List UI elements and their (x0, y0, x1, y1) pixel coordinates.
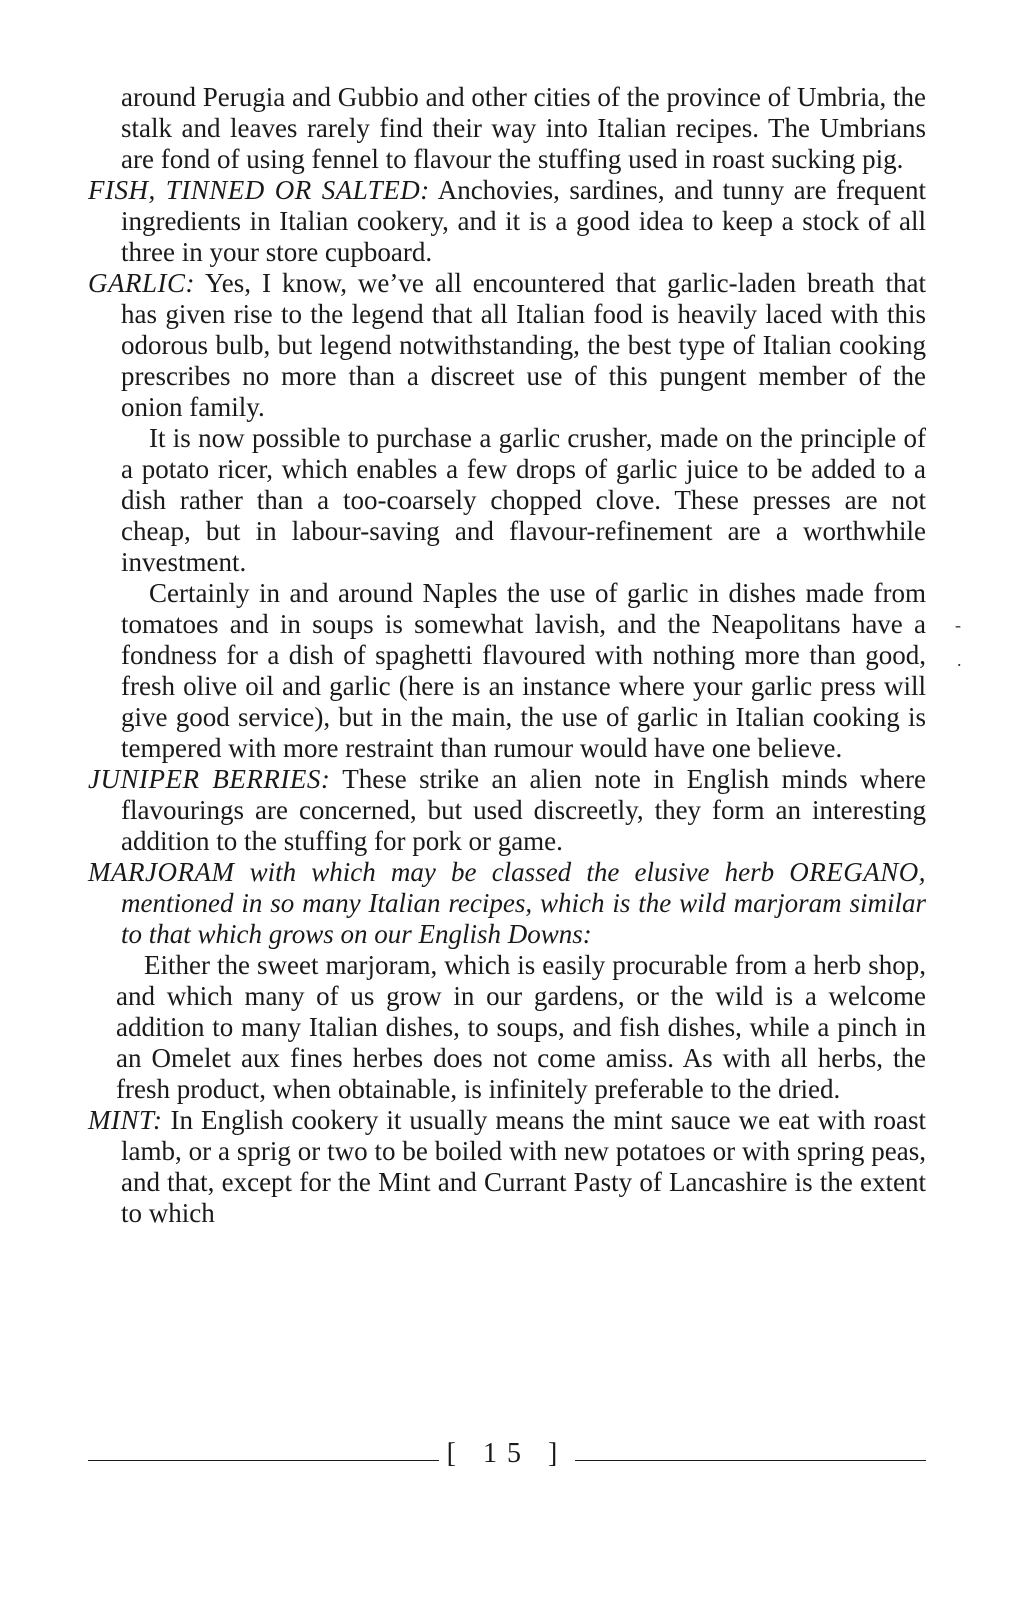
entry-term: MINT: (88, 1105, 163, 1135)
entry-juniper (88, 764, 926, 857)
heading-text-rest: mentioned in so many Italian recipes, which is the wild marjoram similar to that which grows on our English Downs: (121, 888, 926, 949)
heading-text: with which may be classed the elusive herb (234, 857, 790, 887)
margin-mark: . (957, 650, 962, 670)
entry-garlic (88, 268, 926, 423)
page-number: [ 15 ] (446, 1438, 568, 1469)
garlic-paragraph-3: Certainly in and around Naples the use of garlic in dishes made from tomatoes and in soups is somewhat lavish, and the Neapolitans have a fondness for a dish of spaghetti flavoured with nothing more than good, fresh olive oil and garlic (here is an instance where your garlic press will give good service), but in the main, the use of garlic in Italian cooking is tempered with more restraint than rumour would have one believe. (121, 578, 926, 763)
garlic-paragraph-2: It is now possible to purchase a garlic crusher, made on the principle of a potato ricer, which enables a few drops of garlic juice to be added to a dish rather than a too-coarsely chopped clove. These presses are not cheap, but in labour-saving and flavour-refinement are a worthwhile investment. (121, 423, 926, 577)
entry-text: In English cookery it usually means the mint sauce we eat with roast lamb, or a sprig or two to be boiled with new potatoes or with spring peas, and that, except for the Mint and Currant Pasty of Lancashire is the extent to which (121, 1105, 926, 1228)
entry-mint (88, 1105, 926, 1229)
entry-term: MARJORAM (88, 857, 235, 887)
marjoram-paragraph: Either the sweet marjoram, which is easily procurable from a herb shop, and which many of us grow in our gardens, or the wild is a welcome addition to many Italian dishes, to soups, and fish dishes, while a pinch in an Omelet aux fines herbes does not come amiss. As with all herbs, the fresh product, when obtainable, is infinitely preferable to the dried. (116, 950, 926, 1104)
entry-term: FISH, TINNED OR SALTED: (88, 175, 430, 205)
page-body (88, 82, 926, 1229)
page-footer (88, 1434, 926, 1474)
footer-rule-left (88, 1460, 439, 1461)
entry-text: These strike an alien note in English minds where flavourings are concerned, but used discreetly, they form an interesting addition to the stuffing for pork or game. (121, 764, 926, 856)
entry-text: Anchovies, sardines, and tunny are frequent ingredients in Italian cookery, and it is a good idea to keep a stock of all three in your store cupboard. (121, 175, 926, 267)
fennel-continuation: around Perugia and Gubbio and other cities of the province of Umbria, the stalk and leaves rarely find their way into Italian recipes. The Umbrians are fond of using fennel to flavour the stuffing used in roast sucking pig. (121, 82, 926, 174)
entry-term: GARLIC: (88, 268, 195, 298)
entry-term: JUNIPER BERRIES: (88, 764, 331, 794)
entry-text: Yes, I know, we’ve all encountered that garlic-laden breath that has given rise to the legend that all Italian food is heavily laced with this odorous bulb, but legend notwithstanding, the best type of Italian cooking prescribes no more than a discreet use of this pungent member of the onion family. (121, 268, 926, 422)
entry-term-oregano: OREGANO, (789, 857, 926, 887)
entry-fish (88, 175, 926, 268)
entry-marjoram-heading (88, 857, 926, 950)
margin-mark: - (955, 615, 961, 635)
footer-rule-right (575, 1460, 926, 1461)
